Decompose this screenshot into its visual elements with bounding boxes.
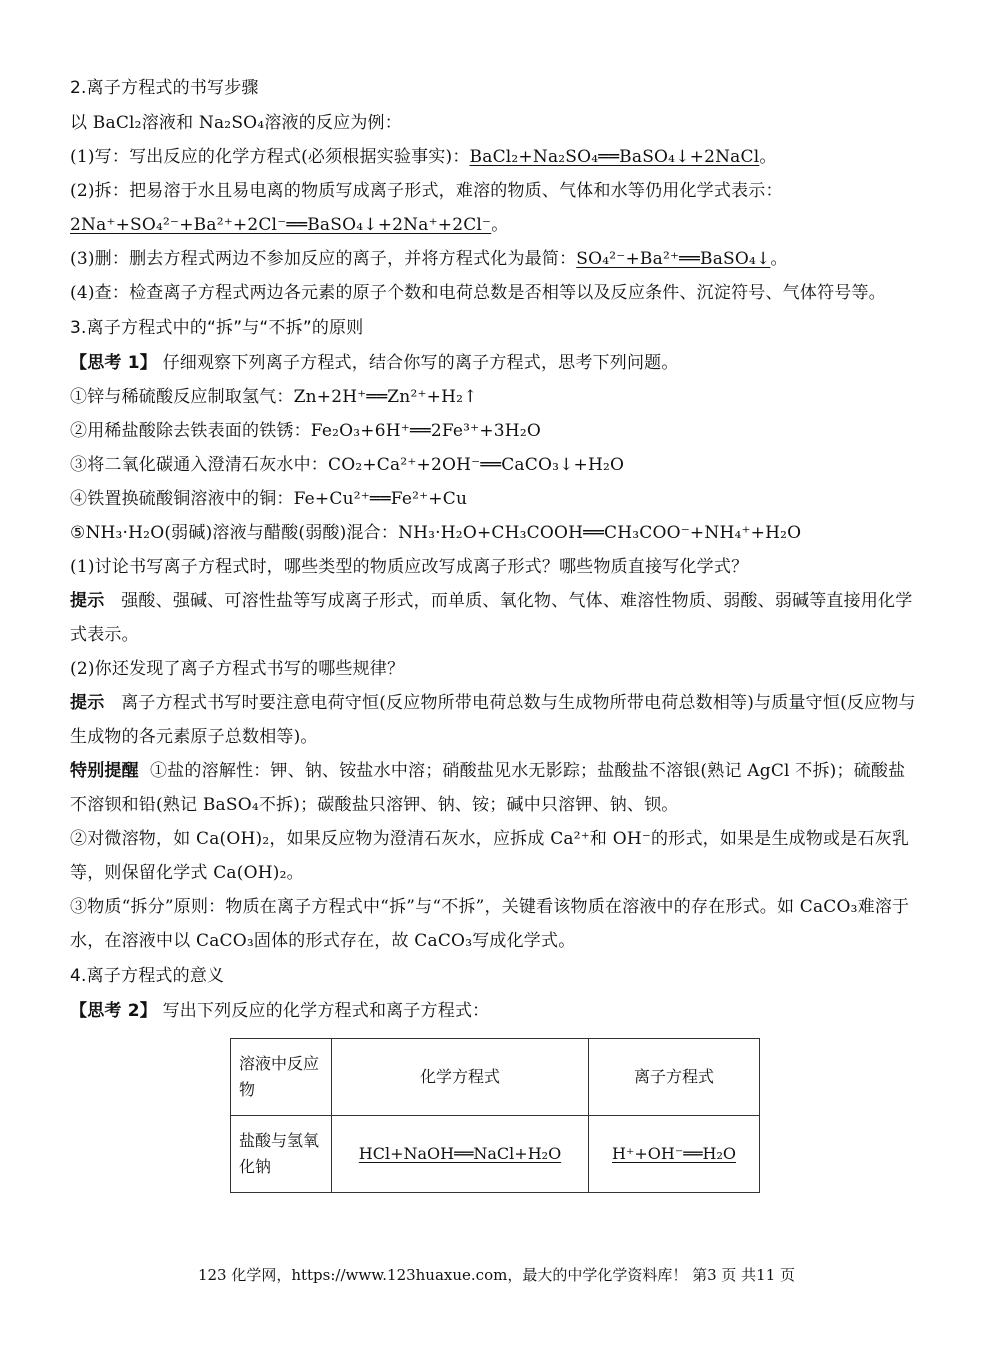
table-row	[231, 1116, 760, 1193]
think-2-text: 写出下列反应的化学方程式和离子方程式：	[162, 1001, 490, 1021]
table-header-row	[231, 1039, 760, 1116]
hint-2-text: 离子方程式书写时要注意电荷守恒(反应物所带电荷总数与生成物所带电荷总数相等)与质量守恒(反应物与生成物的各元素原子总数相等)。	[70, 693, 916, 747]
think-2-label: 【思考 2】	[70, 1001, 157, 1021]
table-cell: 盐酸与氢氧化钠	[231, 1116, 332, 1193]
hint-1	[70, 584, 920, 652]
example-1: ①锌与稀硫酸反应制取氢气：Zn+2H⁺══Zn²⁺+H₂↑	[70, 387, 478, 407]
step-1: (1)写：写出反应的化学方程式(必须根据实验事实)：BaCl₂+Na₂SO₄══BaSO₄↓+2NaCl。	[70, 147, 777, 167]
example-5: ⑤NH₃·H₂O(弱碱)溶液与醋酸(弱酸)混合：NH₃·H₂O+CH₃COOH══CH₃COO⁻+NH₄⁺+H₂O	[70, 523, 802, 543]
think-1-text: 仔细观察下列离子方程式，结合你写的离子方程式，思考下列问题。	[162, 353, 679, 373]
table-cell-equation: H⁺+OH⁻══H₂O	[611, 1144, 737, 1163]
step-2-text: (2)拆：把易溶于水且易电离的物质写成离子形式，难溶的物质、气体和水等仍用化学式表示：	[70, 181, 783, 201]
table-cell-equation: HCl+NaOH══NaCl+H₂O	[358, 1144, 562, 1163]
example-3: ③将二氧化碳通入澄清石灰水中：CO₂+Ca²⁺+2OH⁻══CaCO₃↓+H₂O	[70, 455, 625, 475]
question-2: (2)你还发现了离子方程式书写的哪些规律？	[70, 659, 405, 679]
table-header: 离子方程式	[589, 1039, 760, 1116]
think-1-label: 【思考 1】	[70, 353, 157, 373]
table-header: 化学方程式	[332, 1039, 589, 1116]
document-page	[70, 70, 920, 1193]
tip-2: ②对微溶物，如 Ca(OH)₂，如果反应物为澄清石灰水，应拆成 Ca²⁺和 OH⁻的形式，如果是生成物或是石灰乳等，则保留化学式 Ca(OH)₂。	[70, 829, 910, 883]
example-2: ②用稀盐酸除去铁表面的铁锈：Fe₂O₃+6H⁺══2Fe³⁺+3H₂O	[70, 421, 541, 441]
table-header: 溶液中反应物	[231, 1039, 332, 1116]
tip-3: ③物质“拆分”原则：物质在离子方程式中“拆”与“不拆”，关键看该物质在溶液中的存在形式。如 CaCO₃难溶于水，在溶液中以 CaCO₃固体的形式存在，故 CaCO₃写成化学式。	[70, 897, 910, 951]
tip-1	[70, 754, 920, 822]
step-3-equation: SO₄²⁻+Ba²⁺══BaSO₄↓	[576, 249, 771, 269]
question-1: (1)讨论书写离子方程式时，哪些类型的物质应改写成离子形式？哪些物质直接写化学式？	[70, 557, 749, 577]
hint-1-text: 强酸、强碱、可溶性盐等写成离子形式，而单质、氧化物、气体、难溶性物质、弱酸、弱碱等直接用化学式表示。	[70, 591, 913, 645]
step-1-text: (1)写：写出反应的化学方程式(必须根据实验事实)：	[70, 147, 470, 167]
step-4: (4)查：检查离子方程式两边各元素的原子个数和电荷总数是否相等以及反应条件、沉淀符号、气体符号等。	[70, 283, 886, 303]
tip-1-text: ①盐的溶解性：钾、钠、铵盐水中溶；硝酸盐见水无影踪；盐酸盐不溶银(熟记 AgCl 不拆)；硫酸盐不溶钡和铅(熟记 BaSO₄不拆)；碳酸盐只溶钾、钠、铵；碱中只溶钾、钠、钡。	[70, 761, 906, 815]
example-4: ④铁置换硫酸铜溶液中的铜：Fe+Cu²⁺══Fe²⁺+Cu	[70, 489, 468, 509]
table-cell	[589, 1116, 760, 1193]
hint-2	[70, 686, 920, 754]
step-3-text: (3)删：删去方程式两边不参加反应的离子，并将方程式化为最简：	[70, 249, 577, 269]
step-3: (3)删：删去方程式两边不参加反应的离子，并将方程式化为最简：SO₄²⁻+Ba²⁺══BaSO₄↓。	[70, 249, 788, 269]
think-1	[70, 346, 920, 380]
step-2-equation: 2Na⁺+SO₄²⁻+Ba²⁺+2Cl⁻══BaSO₄↓+2Na⁺+2Cl⁻	[70, 215, 492, 235]
tip-label: 特别提醒	[70, 761, 139, 781]
section-3-title: 3.离子方程式中的“拆”与“不拆”的原则	[70, 318, 364, 338]
table-cell	[332, 1116, 589, 1193]
hint-2-label: 提示	[70, 693, 105, 713]
step-1-equation: BaCl₂+Na₂SO₄══BaSO₄↓+2NaCl	[469, 147, 760, 167]
think-2	[70, 994, 920, 1028]
section-2-title: 2.离子方程式的书写步骤	[70, 78, 259, 98]
section-4-title: 4.离子方程式的意义	[70, 966, 225, 986]
page-footer: 123 化学网，https://www.123huaxue.com，最大的中学化学资料库！ 第3 页 共11 页	[197, 1266, 796, 1284]
hint-1-label: 提示	[70, 591, 105, 611]
example-intro: 以 BaCl₂溶液和 Na₂SO₄溶液的反应为例：	[70, 113, 402, 133]
step-2: (2)拆：把易溶于水且易电离的物质写成离子形式，难溶的物质、气体和水等仍用化学式表示：2Na⁺+SO₄²⁻+Ba²⁺+2Cl⁻══BaSO₄↓+2Na⁺+2Cl⁻。	[70, 181, 783, 235]
reaction-table	[230, 1038, 760, 1193]
